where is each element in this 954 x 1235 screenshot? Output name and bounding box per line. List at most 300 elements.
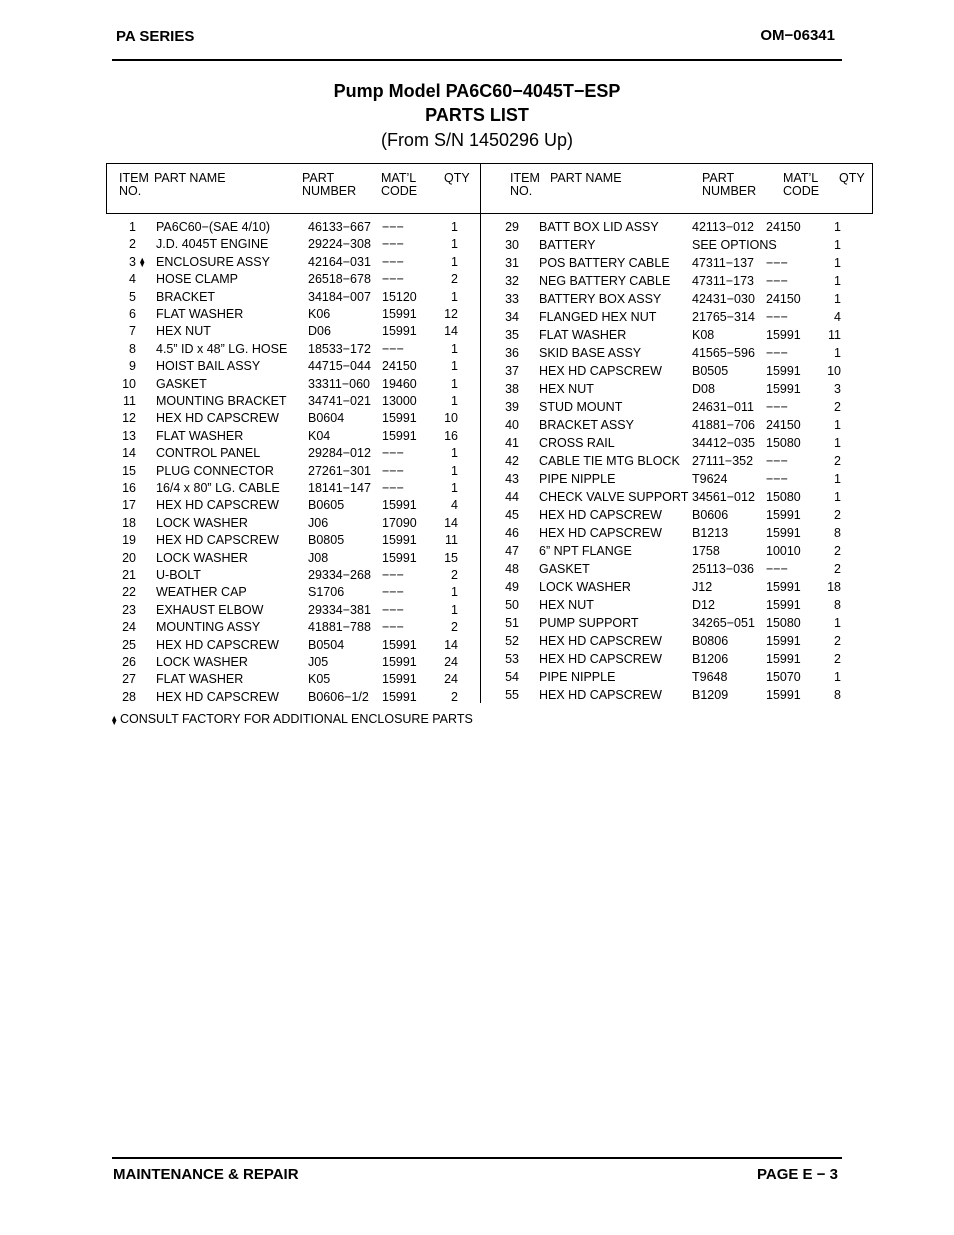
quantity: 18 — [827, 580, 841, 594]
material-code: 15991 — [766, 364, 801, 378]
item-number: 46 — [505, 526, 519, 540]
quantity: 1 — [834, 274, 841, 288]
quantity: 1 — [834, 670, 841, 684]
material-code: 15991 — [382, 637, 417, 652]
part-name: HEX HD CAPSCREW — [539, 652, 662, 666]
part-number: T9624 — [692, 472, 728, 486]
item-number: 13 — [122, 428, 136, 443]
material-code: −−− — [382, 620, 404, 635]
part-number: 18141−147 — [308, 481, 371, 495]
part-number: 46133−667 — [308, 220, 371, 234]
part-number: K05 — [308, 672, 331, 687]
item-number: 20 — [122, 550, 136, 565]
part-name: BATTERY — [539, 238, 596, 252]
quantity: 1 — [451, 446, 458, 461]
part-number: D12 — [692, 598, 715, 612]
part-name: CONTROL PANEL — [156, 446, 261, 461]
footer-section: MAINTENANCE & REPAIR — [113, 1166, 299, 1183]
part-name: FLAT WASHER — [156, 428, 244, 443]
material-code: −−− — [382, 568, 404, 582]
col-header-matl-code: MAT’L CODE — [381, 171, 418, 198]
item-number: 49 — [505, 580, 519, 594]
part-name: EXHAUST ELBOW — [156, 602, 264, 617]
table-row — [106, 561, 872, 578]
col-header-item-right: ITEM NO. — [510, 171, 540, 198]
material-code: 15991 — [766, 580, 801, 594]
part-name: HEX HD CAPSCREW — [539, 688, 662, 702]
serial-range: (From S/N 1450296 Up) — [380, 130, 574, 150]
material-code: 15120 — [382, 289, 417, 304]
material-code: 15991 — [766, 526, 801, 540]
table-row — [106, 525, 872, 542]
quantity: 1 — [451, 359, 458, 374]
material-code: 15991 — [382, 411, 417, 426]
material-code: 15991 — [382, 655, 417, 669]
part-number: J08 — [308, 550, 329, 565]
item-number: 11 — [123, 394, 136, 408]
item-number: 16 — [122, 481, 136, 495]
item-number: 1 — [129, 220, 136, 234]
col-header-part-number-right: PART NUMBER — [702, 171, 757, 198]
quantity: 2 — [451, 620, 458, 635]
quantity: 1 — [451, 463, 458, 478]
quantity: 1 — [451, 585, 458, 600]
table-row — [106, 597, 872, 614]
footnote-marker-icon: ⧫ — [112, 715, 117, 725]
part-name: FLANGED HEX NUT — [539, 310, 657, 324]
part-name: PLUG CONNECTOR — [156, 463, 274, 478]
material-code: 15991 — [766, 634, 801, 648]
item-number: 9 — [129, 359, 136, 374]
quantity: 1 — [834, 472, 841, 486]
part-name: FLAT WASHER — [156, 672, 244, 687]
quantity: 4 — [451, 498, 458, 513]
quantity: 1 — [451, 376, 458, 391]
quantity: 15 — [444, 550, 458, 565]
item-number: 8 — [129, 341, 136, 356]
part-number: B1206 — [692, 652, 729, 666]
part-name: PUMP SUPPORT — [539, 616, 639, 630]
part-name: PIPE NIPPLE — [539, 472, 616, 486]
part-number: B0605 — [308, 498, 345, 513]
item-number: 48 — [505, 562, 519, 576]
item-number: 47 — [505, 544, 519, 558]
item-number: 55 — [505, 688, 519, 702]
material-code: 10010 — [766, 544, 801, 558]
part-name: HEX HD CAPSCREW — [539, 634, 662, 648]
material-code: −−− — [766, 472, 788, 486]
item-number: 12 — [122, 411, 136, 426]
item-number: 24 — [122, 620, 136, 635]
quantity: 2 — [451, 568, 458, 582]
part-number: 47311−173 — [692, 274, 754, 288]
material-code: 15991 — [382, 428, 417, 443]
part-name: GASKET — [156, 376, 207, 391]
material-code: −−− — [382, 602, 404, 617]
table-row — [106, 363, 872, 380]
part-number: 44715−044 — [308, 359, 371, 374]
part-name: MOUNTING BRACKET — [156, 394, 287, 408]
item-number: 43 — [505, 472, 519, 486]
part-number: 41881−706 — [692, 418, 755, 432]
item-number: 36 — [505, 346, 519, 360]
part-name: HOIST BAIL ASSY — [156, 359, 261, 374]
material-code: −−− — [766, 562, 788, 576]
part-number: 29334−381 — [308, 602, 371, 617]
quantity: 8 — [834, 526, 841, 540]
part-name: STUD MOUNT — [539, 400, 623, 414]
table-row — [106, 399, 872, 416]
quantity: 11 — [445, 533, 458, 548]
table-row — [106, 435, 872, 452]
material-code: 15991 — [766, 598, 801, 612]
item-number: 30 — [505, 238, 519, 252]
part-name: BRACKET ASSY — [539, 418, 634, 432]
item-number: 44 — [505, 490, 519, 504]
material-code: −−− — [382, 237, 404, 252]
col-header-matl-code-right: MAT’L CODE — [783, 171, 820, 198]
item-number: 10 — [122, 376, 136, 391]
part-name: MOUNTING ASSY — [156, 620, 261, 635]
table-row — [106, 669, 872, 686]
part-number: 29284−012 — [308, 446, 371, 461]
part-name: HEX NUT — [539, 598, 594, 612]
material-code: 17090 — [382, 515, 417, 530]
part-name: LOCK WASHER — [156, 550, 248, 565]
part-name: BATTERY BOX ASSY — [539, 292, 662, 306]
item-number: 5 — [129, 289, 136, 304]
part-number: S1706 — [308, 585, 345, 600]
material-code: −−− — [766, 256, 788, 270]
part-name: NEG BATTERY CABLE — [539, 274, 671, 288]
quantity: 3 — [834, 382, 841, 396]
quantity: 10 — [827, 364, 841, 378]
part-name: HEX HD CAPSCREW — [539, 364, 662, 378]
part-name: HEX HD CAPSCREW — [156, 689, 279, 704]
part-number: 26518−678 — [308, 272, 371, 287]
quantity: 2 — [834, 454, 841, 468]
table-row — [106, 687, 872, 704]
part-number: T9648 — [692, 670, 728, 684]
part-number: 18533−172 — [308, 341, 371, 356]
item-number: 15 — [122, 463, 136, 478]
part-number: 41881−788 — [308, 620, 371, 635]
table-row — [106, 543, 872, 560]
part-name: CHECK VALVE SUPPORT — [539, 490, 689, 504]
table-row — [106, 327, 872, 344]
quantity: 16 — [444, 428, 458, 443]
part-name: 4.5” ID x 48” LG. HOSE — [156, 341, 288, 356]
quantity: 8 — [834, 688, 841, 702]
part-number: J05 — [308, 655, 329, 669]
quantity: 1 — [834, 292, 841, 306]
quantity: 1 — [834, 490, 841, 504]
material-code: 15991 — [766, 382, 801, 396]
item-number: 53 — [505, 652, 519, 666]
item-number: 23 — [122, 602, 136, 617]
part-name: HEX NUT — [539, 382, 594, 396]
table-row — [106, 471, 872, 488]
item-number: 38 — [505, 382, 519, 396]
material-code: −−− — [766, 346, 788, 360]
quantity: 24 — [444, 672, 458, 687]
material-code: −−− — [382, 220, 404, 234]
part-number: D06 — [308, 324, 331, 339]
item-number: 6 — [129, 307, 136, 321]
quantity: 2 — [834, 562, 841, 576]
table-row — [106, 345, 872, 362]
col-header-part-number: PART NUMBER — [302, 171, 357, 198]
diamond-marker-icon: ⧫ — [140, 256, 145, 267]
material-code: 24150 — [766, 418, 801, 432]
part-name: SKID BASE ASSY — [539, 346, 642, 360]
material-code: −−− — [382, 463, 404, 478]
quantity: 1 — [451, 289, 458, 304]
part-number: D08 — [692, 382, 715, 396]
quantity: 14 — [444, 324, 458, 339]
material-code: 19460 — [382, 376, 417, 391]
part-number: 21765−314 — [692, 310, 755, 324]
item-number: 52 — [505, 634, 519, 648]
quantity: 12 — [444, 307, 458, 321]
page-subtitle: PARTS LIST — [425, 105, 529, 125]
table-row — [106, 651, 872, 668]
part-number: 42113−012 — [692, 220, 754, 234]
quantity: 14 — [444, 515, 458, 530]
part-number: B0606−1/2 — [308, 689, 369, 704]
part-name: LOCK WASHER — [539, 580, 631, 594]
material-code: −−− — [382, 446, 404, 461]
quantity: 1 — [451, 602, 458, 617]
part-number: K08 — [692, 328, 715, 342]
table-row — [106, 507, 872, 524]
part-number: 24631−011 — [692, 400, 754, 414]
quantity: 1 — [451, 237, 458, 252]
quantity: 1 — [834, 256, 841, 270]
part-number: 42431−030 — [692, 292, 755, 306]
part-number: 27261−301 — [308, 463, 371, 478]
col-header-part-name-right: PART NAME — [550, 171, 622, 185]
quantity: 1 — [451, 481, 458, 495]
material-code: 15991 — [382, 689, 417, 704]
part-number: 33311−060 — [308, 376, 370, 391]
page-title: Pump Model PA6C60−4045T−ESP — [333, 81, 621, 101]
material-code: −−− — [382, 341, 404, 356]
table-row — [106, 633, 872, 650]
quantity: 4 — [834, 310, 841, 324]
material-code: 15991 — [382, 324, 417, 339]
part-name: HEX HD CAPSCREW — [156, 533, 279, 548]
quantity: 2 — [834, 508, 841, 522]
item-number: 22 — [122, 585, 136, 600]
table-row — [106, 309, 872, 326]
part-number: 47311−137 — [692, 256, 754, 270]
item-number: 50 — [505, 598, 519, 612]
part-number: J06 — [308, 515, 329, 530]
item-number: 26 — [122, 655, 136, 669]
item-number: 34 — [505, 310, 519, 324]
material-code: 24150 — [766, 220, 801, 234]
material-code: 24150 — [382, 359, 417, 374]
col-header-qty-right: QTY — [839, 171, 865, 185]
table-row — [106, 273, 872, 290]
table-top-rule — [106, 163, 872, 164]
item-number: 33 — [505, 292, 519, 306]
material-code: −−− — [766, 400, 788, 414]
material-code: −−− — [382, 272, 404, 287]
quantity: 24 — [444, 655, 458, 669]
table-right-rule — [872, 163, 873, 214]
quantity: 2 — [451, 689, 458, 704]
parts-table — [106, 163, 873, 703]
item-number: 25 — [122, 637, 136, 652]
part-name: LOCK WASHER — [156, 655, 248, 669]
part-name: HEX HD CAPSCREW — [156, 637, 279, 652]
part-name: U-BOLT — [156, 568, 201, 582]
material-code: −−− — [766, 454, 788, 468]
quantity: 1 — [834, 238, 841, 252]
part-name: LOCK WASHER — [156, 515, 248, 530]
part-name: HEX NUT — [156, 324, 211, 339]
item-number: 19 — [122, 533, 136, 548]
quantity: 1 — [834, 616, 841, 630]
item-number: 17 — [122, 498, 136, 513]
material-code: 15991 — [382, 307, 417, 321]
item-number: 18 — [122, 515, 136, 530]
table-left-rule — [106, 163, 107, 214]
table-row — [106, 291, 872, 308]
item-number: 40 — [505, 418, 519, 432]
part-name: FLAT WASHER — [539, 328, 627, 342]
footer-page-number: PAGE E − 3 — [756, 1166, 838, 1183]
table-row — [106, 489, 872, 506]
material-code: 15991 — [766, 328, 801, 342]
part-name: J.D. 4045T ENGINE — [156, 237, 269, 252]
quantity: 1 — [451, 341, 458, 356]
footer-rule — [112, 1157, 842, 1159]
item-number: 41 — [505, 436, 519, 450]
header-series: PA SERIES — [116, 28, 195, 45]
table-row — [106, 453, 872, 470]
part-name: HOSE CLAMP — [156, 272, 238, 287]
material-code: −−− — [382, 585, 404, 600]
table-row — [106, 417, 872, 434]
item-number: 29 — [505, 220, 519, 234]
material-code: 15070 — [766, 670, 801, 684]
item-number: 35 — [505, 328, 519, 342]
item-number: 4 — [129, 272, 136, 287]
material-code: −−− — [382, 481, 404, 495]
quantity: 1 — [451, 394, 458, 408]
part-number: 27111−352 — [692, 454, 754, 468]
part-number: B0604 — [308, 411, 345, 426]
item-number: 54 — [505, 670, 519, 684]
part-name: HEX HD CAPSCREW — [156, 498, 279, 513]
item-number: 28 — [122, 689, 136, 704]
item-number: 21 — [122, 568, 136, 582]
footnote — [112, 712, 473, 726]
part-number: 29334−268 — [308, 568, 371, 582]
item-number: 51 — [505, 616, 519, 630]
part-number: B1213 — [692, 526, 729, 540]
part-number: 42164−031 — [308, 254, 371, 269]
quantity: 2 — [834, 544, 841, 558]
quantity: 8 — [834, 598, 841, 612]
item-number: 45 — [505, 508, 519, 522]
quantity: 14 — [444, 637, 458, 652]
part-name: 16/4 x 80” LG. CABLE — [156, 481, 280, 495]
header-doc-number: OM−06341 — [760, 27, 835, 44]
item-number: 27 — [122, 672, 136, 687]
part-number: 25113−036 — [692, 562, 754, 576]
item-number: 32 — [505, 274, 519, 288]
quantity: 1 — [834, 436, 841, 450]
table-header-rule — [106, 213, 872, 214]
material-code: 15991 — [766, 688, 801, 702]
material-code: 15991 — [766, 508, 801, 522]
table-row — [106, 237, 872, 254]
part-number: B0606 — [692, 508, 729, 522]
part-number: SEE OPTIONS — [692, 238, 777, 252]
header-rule — [112, 59, 842, 61]
table-row — [106, 615, 872, 632]
quantity: 2 — [451, 272, 458, 287]
item-number: 31 — [505, 256, 519, 270]
table-row — [106, 219, 872, 236]
part-number: B1209 — [692, 688, 729, 702]
col-header-item: ITEM NO. — [119, 171, 149, 198]
part-number: 34184−007 — [308, 289, 371, 304]
part-name: 6” NPT FLANGE — [539, 544, 632, 558]
quantity: 1 — [451, 254, 458, 269]
item-number: 2 — [129, 237, 136, 252]
material-code: 13000 — [382, 394, 417, 408]
material-code: −−− — [382, 254, 404, 269]
part-number: 34741−021 — [308, 394, 371, 408]
part-name: CROSS RAIL — [539, 436, 615, 450]
quantity: 1 — [834, 418, 841, 432]
quantity: 2 — [834, 400, 841, 414]
item-number: 42 — [505, 454, 519, 468]
material-code: −−− — [766, 310, 788, 324]
part-number: K04 — [308, 428, 331, 443]
part-name: PIPE NIPPLE — [539, 670, 616, 684]
quantity: 2 — [834, 652, 841, 666]
quantity: 2 — [834, 634, 841, 648]
material-code: 24150 — [766, 292, 801, 306]
part-name: BRACKET — [156, 289, 216, 304]
quantity: 10 — [444, 411, 458, 426]
item-number: 3 — [129, 254, 136, 269]
part-number: 34412−035 — [692, 436, 755, 450]
part-number: J12 — [692, 580, 713, 594]
part-number: B0505 — [692, 364, 729, 378]
item-number: 14 — [122, 446, 136, 461]
material-code: 15991 — [382, 533, 417, 548]
quantity: 1 — [451, 220, 458, 234]
part-number: 34265−051 — [692, 616, 755, 630]
part-name: HEX HD CAPSCREW — [539, 508, 662, 522]
part-name: GASKET — [539, 562, 590, 576]
material-code: −−− — [766, 274, 788, 288]
material-code: 15991 — [766, 652, 801, 666]
quantity: 11 — [828, 328, 841, 342]
material-code: 15080 — [766, 436, 801, 450]
part-number: 29224−308 — [308, 237, 371, 252]
table-row — [106, 381, 872, 398]
item-number: 7 — [129, 324, 136, 339]
material-code: 15991 — [382, 550, 417, 565]
